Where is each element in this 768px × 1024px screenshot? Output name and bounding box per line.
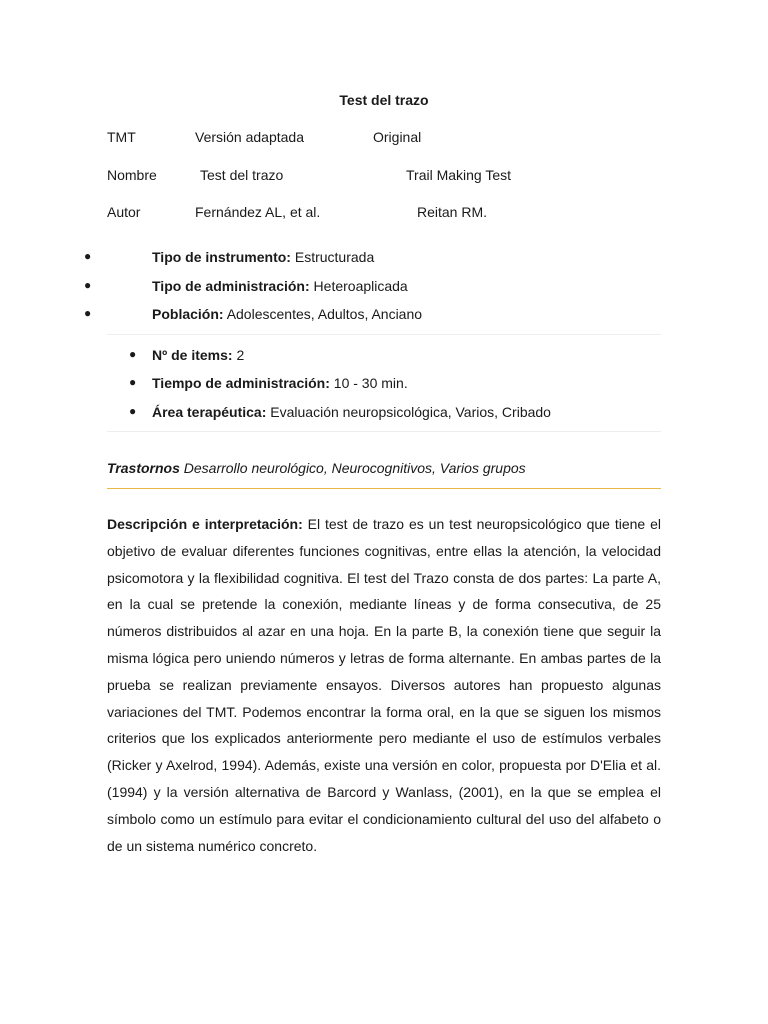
list-item-label: Tipo de instrumento: [152, 249, 291, 265]
trastornos-line [107, 460, 526, 476]
list-item-label: Área terapéutica: [152, 404, 267, 420]
table-cell: Reitan RM. [417, 204, 488, 220]
table-cell: Nombre [107, 167, 157, 183]
description-label: Descripción e interpretación: [107, 516, 303, 532]
bullet-icon: ● [84, 278, 92, 292]
list-item-label: Población: [152, 306, 224, 322]
document-title: Test del trazo [339, 92, 429, 108]
list-item-value: Estructurada [294, 249, 375, 265]
table-header-cell: Versión adaptada [195, 129, 304, 145]
table-cell: Trail Making Test [406, 167, 512, 183]
bullet-icon: ● [129, 375, 137, 389]
table-cell: Autor [107, 204, 141, 220]
list-item-value: 2 [236, 347, 245, 363]
table-cell: Test del trazo [200, 167, 284, 183]
description-paragraph [107, 511, 661, 859]
divider [107, 431, 661, 432]
divider [107, 334, 661, 335]
bullet-icon: ● [129, 404, 137, 418]
accent-divider [107, 488, 661, 489]
list-item-value: Evaluación neuropsicológica, Varios, Cribado [270, 404, 551, 420]
bullet-icon: ● [129, 347, 137, 361]
table-cell: Fernández AL, et al. [195, 204, 321, 220]
list-item-value: Adolescentes, Adultos, Anciano [226, 306, 423, 322]
list-item-value: Heteroaplicada [313, 278, 408, 294]
table-header-cell: TMT [107, 129, 136, 145]
table-header-cell: Original [373, 129, 422, 145]
list-item-label: Nº de items: [152, 347, 233, 363]
description-text: El test de trazo es un test neuropsicológico que tiene el objetivo de evaluar diferentes funciones cognitivas, entre ellas la atención, la velocidad psicomotora y la flexibilidad cognitiva. El test del Trazo consta de dos partes: La parte A, en la cual se pretende la conexión, mediante líneas y de forma consecutiva, de 25 números distribuidos al azar en una hoja. En la parte B, la conexión tiene que seguir la misma lógica pero uniendo números y letras de forma alternante. En ambas partes de la prueba se realizan previamente ensayos. Diversos autores han propuesto algunas variaciones del TMT. Podemos encontrar la forma oral, en la que se siguen los mismos criterios que los explicados anteriormente pero mediante el uso de estímulos verbales (Ricker y Axelrod, 1994). Además, existe una versión en color, propuesta por D'Elia et al. (1994) y la versión alternativa de Barcord y Wanlass, (2001), en la que se emplea el símbolo como un estímulo para evitar el condicionamiento cultural del uso del alfabeto o de un sistema numérico concreto. [107, 516, 662, 854]
list-item-label: Tiempo de administración: [152, 375, 330, 391]
list-item-label: Tipo de administración: [152, 278, 310, 294]
trastornos-label: Trastornos [107, 460, 180, 476]
trastornos-value: Desarrollo neurológico, Neurocognitivos, Varios grupos [183, 460, 526, 476]
bullet-icon: ● [84, 306, 92, 320]
list-item-value: 10 - 30 min. [333, 375, 408, 391]
bullet-icon: ● [84, 249, 92, 263]
